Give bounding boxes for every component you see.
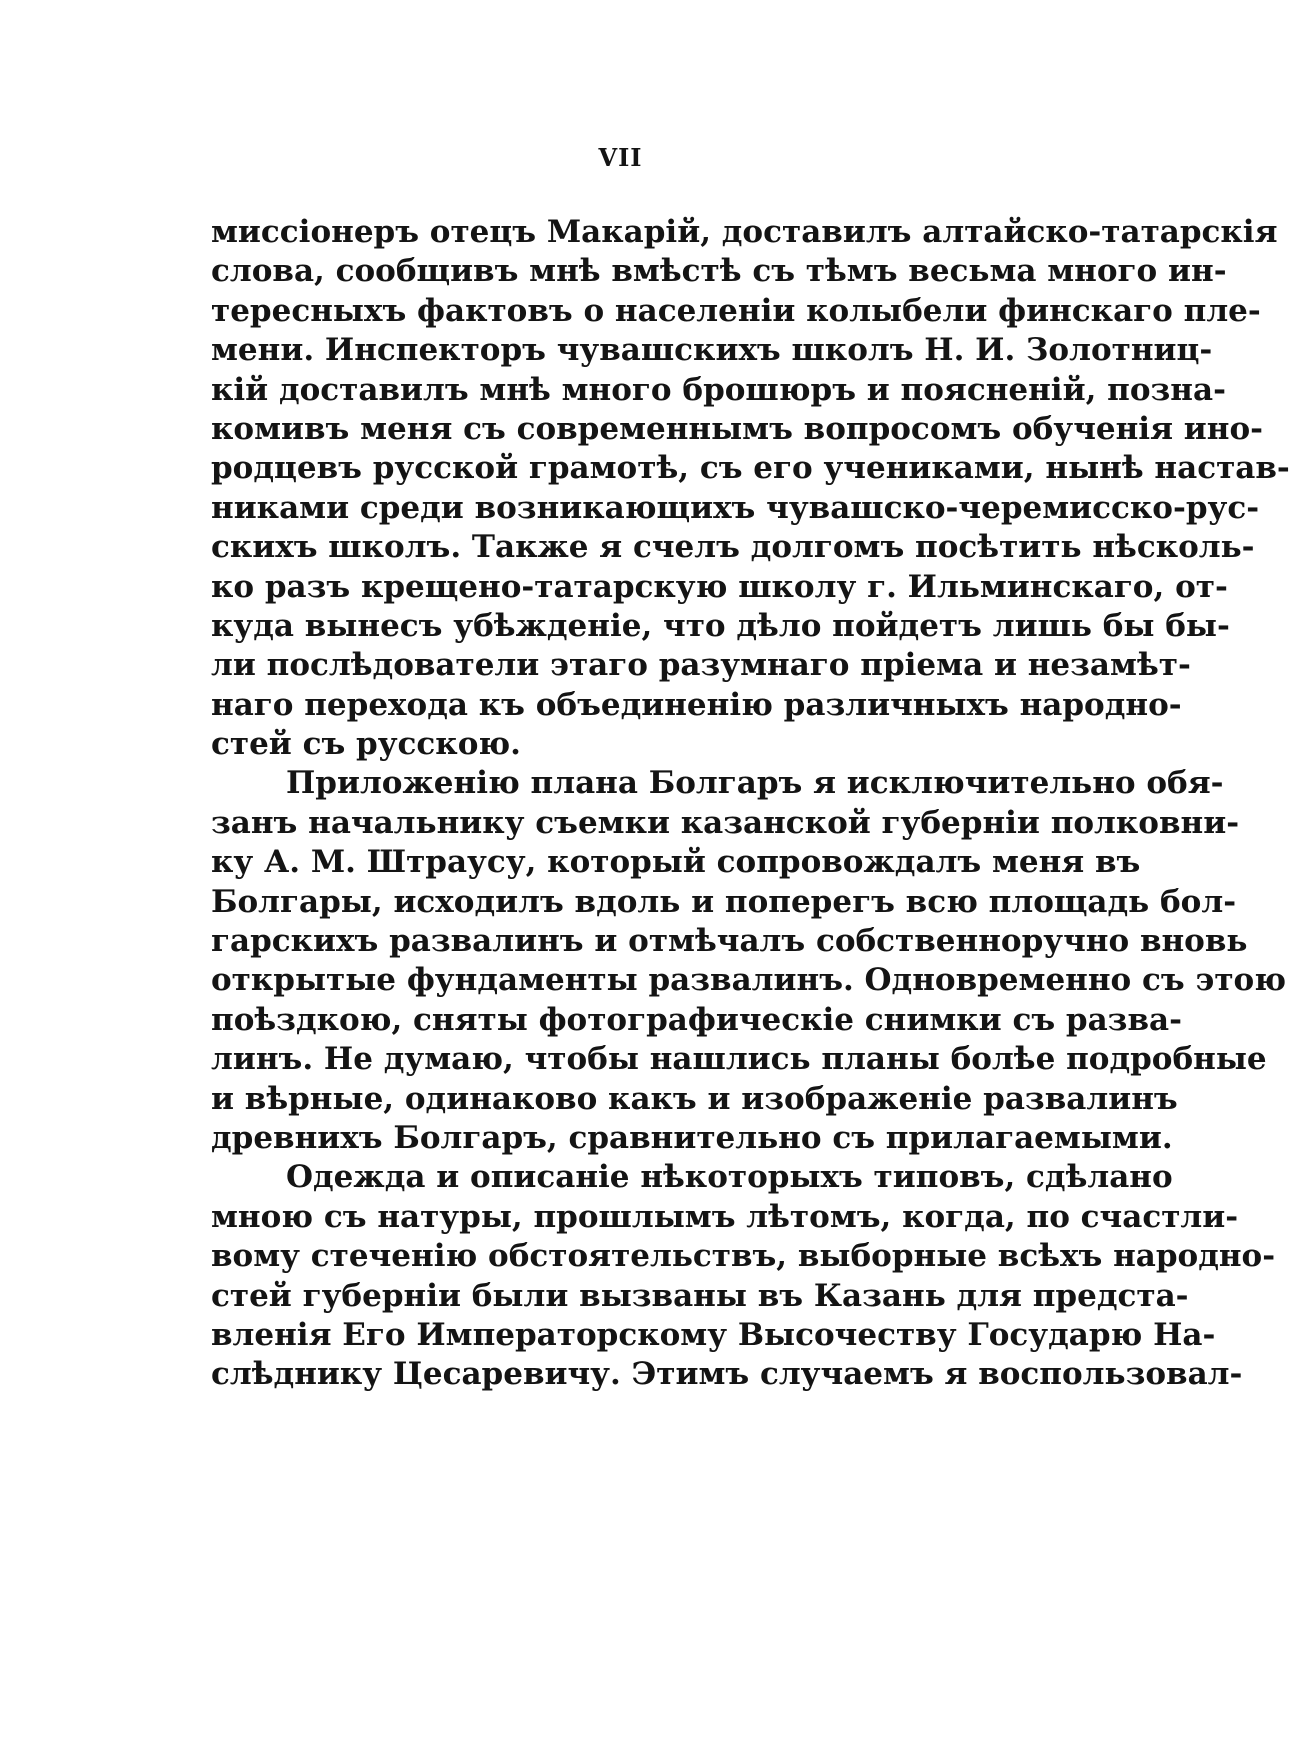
text-line: тересныхъ фактовъ о населеніи колыбели финскаго пле- — [211, 292, 1261, 329]
body-text — [211, 213, 1290, 1395]
text-line: куда вынесъ убѣжденіе, что дѣло пойдетъ лишь бы бы- — [211, 607, 1230, 644]
text-line: мени. Инспекторъ чувашскихъ школъ Н. И. Золотниц- — [211, 332, 1213, 369]
text-line: открытые фундаменты развалинъ. Одновременно съ этою — [211, 962, 1287, 999]
text-line: слова, сообщивъ мнѣ вмѣстѣ съ тѣмъ весьма много ин- — [211, 253, 1227, 290]
text-line: комивъ меня съ современнымъ вопросомъ обученія ино- — [211, 410, 1263, 447]
text-line: родцевъ русской грамотѣ, съ его учениками, нынѣ настав- — [211, 450, 1290, 487]
text-line: древнихъ Болгаръ, сравнительно съ прилагаемыми. — [211, 1119, 1173, 1156]
text-line: занъ начальнику съемки казанской губерніи полковни- — [211, 804, 1240, 841]
text-line: линъ. Не думаю, чтобы нашлись планы болѣе подробные — [211, 1041, 1267, 1078]
text-line: миссіонеръ отецъ Макарій, доставилъ алтайско-татарскія — [211, 214, 1278, 250]
text-line: никами среди возникающихъ чувашско-черемисско-рус- — [211, 489, 1260, 526]
text-line: стей губерніи были вызваны въ Казань для предста- — [211, 1277, 1189, 1314]
text-line: ли послѣдователи этаго разумнаго пріема и незамѣт- — [211, 647, 1191, 684]
text-line: гарскихъ развалинъ и отмѣчалъ собственноручно вновь — [211, 923, 1248, 960]
paragraph-start-line: Приложенію плана Болгаръ я исключительно обя- — [286, 765, 1224, 802]
text-line: ко разъ крещено-татарскую школу г. Ильминскаго, от- — [211, 568, 1228, 605]
text-line: кій доставилъ мнѣ много брошюръ и поясненій, позна- — [211, 371, 1226, 408]
text-line: слѣднику Цесаревичу. Этимъ случаемъ я воспользовал- — [211, 1356, 1243, 1393]
paragraph-start-line: Одежда и описаніе нѣкоторыхъ типовъ, сдѣлано — [286, 1159, 1173, 1196]
text-line: наго перехода къ объединенію различныхъ народно- — [211, 686, 1182, 723]
text-line: Болгары, исходилъ вдоль и поперегъ всю площадь бол- — [211, 883, 1237, 920]
text-line: мною съ натуры, прошлымъ лѣтомъ, когда, по счастли- — [211, 1198, 1239, 1235]
text-line: стей съ русскою. — [211, 726, 521, 763]
text-line: ку А. М. Штраусу, который сопровождалъ меня въ — [211, 844, 1141, 881]
text-line: скихъ школъ. Также я счелъ долгомъ посѣтить нѣсколь- — [211, 529, 1255, 566]
text-line: вленія Его Императорскому Высочеству Государю На- — [211, 1316, 1216, 1353]
page-number: VII — [598, 143, 643, 172]
text-line: и вѣрные, одинаково какъ и изображеніе развалинъ — [211, 1080, 1178, 1117]
text-line: вому стеченію обстоятельствъ, выборные всѣхъ народно- — [211, 1238, 1276, 1275]
text-line: поѣздкою, сняты фотографическіе снимки съ разва- — [211, 1001, 1182, 1038]
